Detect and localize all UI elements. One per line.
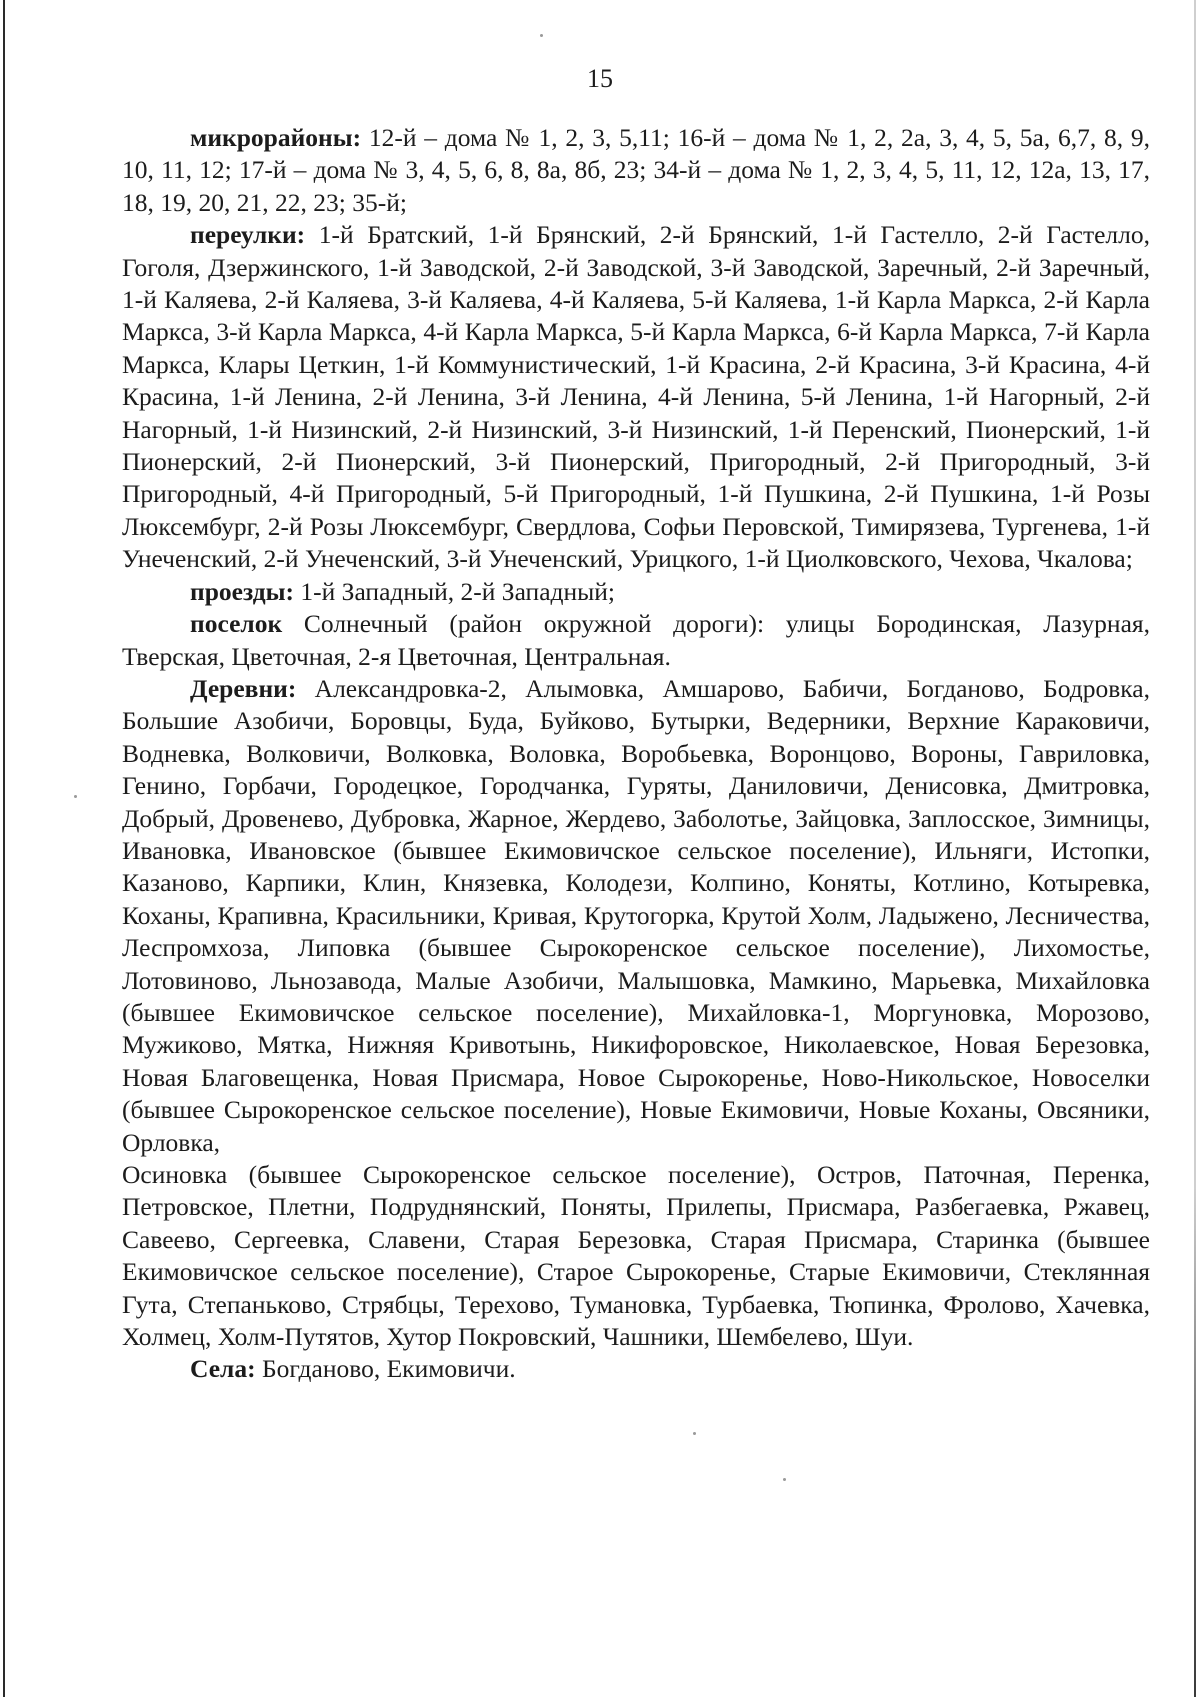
paragraph-lead: Деревни: — [190, 673, 297, 703]
paragraph-settlement — [122, 608, 1150, 673]
paragraph-text: Солнечный (район окружной дороги): улицы Бородинская, Лазурная, Тверская, Цветочная, 2-я Цветочная, Центральная. — [122, 609, 1150, 671]
scan-speck — [693, 1432, 696, 1435]
paragraph-lanes — [122, 219, 1150, 575]
paragraph-villages-continued — [122, 1159, 1150, 1353]
paragraph-lead: проезды: — [190, 576, 295, 606]
scan-speck — [783, 1478, 786, 1481]
scan-speck — [74, 795, 77, 798]
paragraph-lead: переулки: — [190, 220, 306, 250]
paragraph-text: 12-й – дома № 1, 2, 3, 5,11; 16-й – дома № 1, 2, 2а, 3, 4, 5, 5а, 6,7, 8, 9, 10, 11, 12; 17-й – дома № 3, 4, 5, 6, 8, 8а, 8б, 23; 34-й – дома № 1, 2, 3, 4, 5, 11, 12, 12а, 13, 17, 18, 19, 20, 21, 22, 23; 35-й; — [122, 123, 1150, 217]
page-number: 15 — [587, 64, 613, 93]
scan-right-edge — [1194, 0, 1196, 1697]
paragraph-text: Осиновка (бывшее Сырокоренское сельское поселение), Остров, Паточная, Перенка, Петровское, Плетни, Подруднянский, Поняты, Прилепы, Присмара, Разбегаевка, Ржавец, Савеево, Сергеевка, Славени, Старая Березовка, Старая Присмара, Старинка (бывшее Екимовичское сельское поселение), Старое Сырокоренье, Старые Екимовичи, Стеклянная Гута, Степаньково, Стрябцы, Терехово, Тумановка, Турбаевка, Тюпинка, Фролово, Хачевка, Холмец, Холм-Путятов, Хутор Покровский, Чашники, Шембелево, Шуи. — [122, 1160, 1150, 1352]
paragraph-text: 1-й Братский, 1-й Брянский, 2-й Брянский, 1-й Гастелло, 2-й Гастелло, Гоголя, Дзержинского, 1-й Заводской, 2-й Заводской, 3-й Заводской, Заречный, 2-й Заречный, 1-й Каляева, 2-й Каляева, 3-й Каляева, 4-й Каляева, 5-й Каляева, 1-й Карла Маркса, 2-й Карла Маркса, 3-й Карла Маркса, 4-й Карла Маркса, 5-й Карла Маркса, 6-й Карла Маркса, 7-й Карла Маркса, Клары Цеткин, 1-й Коммунистический, 1-й Красина, 2-й Красина, 3-й Красина, 4-й Красина, 1-й Ленина, 2-й Ленина, 3-й Ленина, 4-й Ленина, 5-й Ленина, 1-й Нагорный, 2-й Нагорный, 1-й Низинский, 2-й Низинский, 3-й Низинский, 1-й Перенский, Пионерский, 1-й Пионерский, 2-й Пионерский, 3-й Пионерский, Пригородный, 2-й Пригородный, 3-й Пригородный, 4-й Пригородный, 5-й Пригородный, 1-й Пушкина, 2-й Пушкина, 1-й Розы Люксембург, 2-й Розы Люксембург, Свердлова, Софьи Перовской, Тимирязева, Тургенева, 1-й Унеченский, 2-й Унеченский, 3-й Унеченский, Урицкого, 1-й Циолковского, Чехова, Чкалова; — [122, 220, 1150, 574]
paragraph-microdistricts — [122, 122, 1150, 219]
scan-left-edge — [3, 0, 5, 1697]
paragraph-passages — [122, 576, 1150, 608]
paragraph-text: Богданово, Екимовичи. — [255, 1354, 516, 1384]
paragraph-text: 1-й Западный, 2-й Западный; — [294, 576, 616, 606]
scan-speck — [540, 34, 543, 37]
paragraph-selos — [122, 1353, 1150, 1385]
paragraph-text: Александровка-2, Алымовка, Амшарово, Бабичи, Богданово, Бодровка, Большие Азобичи, Боровцы, Буда, Буйково, Бутырки, Ведерники, Верхние Караковичи, Водневка, Волковичи, Волковка, Воловка, Воробьевка, Воронцово, Вороны, Гавриловка, Генино, Горбачи, Городецкое, Городчанка, Гуряты, Даниловичи, Денисовка, Дмитровка, Добрый, Дровенево, Дубровка, Жарное, Жердево, Заболотье, Зайцовка, Заплосское, Зимницы, Ивановка, Ивановское (бывшее Екимовичское сельское поселение), Ильняги, Истопки, Казаново, Карпики, Клин, Князевка, Колодези, Колпино, Коняты, Котлино, Котыревка, Коханы, Крапивна, Красильники, Кривая, Крутогорка, Крутой Холм, Ладыжено, Лесничества, Леспромхоза, Липовка (бывшее Сырокоренское сельское поселение), Лихомостье, Лотовиново, Льнозавода, Малые Азобичи, Малышовка, Мамкино, Марьевка, Михайловка (бывшее Екимовичское сельское поселение), Михайловка-1, Моргуновка, Морозово, Мужиково, Мятка, Нижняя Кривотынь, Никифоровское, Николаевское, Новая Березовка, Новая Благовещенка, Новая Присмара, Новое Сырокоренье, Ново-Никольское, Новоселки (бывшее Сырокоренское сельское поселение), Новые Екимовичи, Новые Коханы, Овсяники, Орловка, — [122, 673, 1150, 1157]
paragraph-villages — [122, 673, 1150, 1159]
paragraph-lead: Села: — [190, 1354, 256, 1384]
document-body — [122, 122, 1150, 1386]
paragraph-lead: микрорайоны: — [190, 123, 362, 152]
paragraph-lead: поселок — [190, 609, 283, 639]
